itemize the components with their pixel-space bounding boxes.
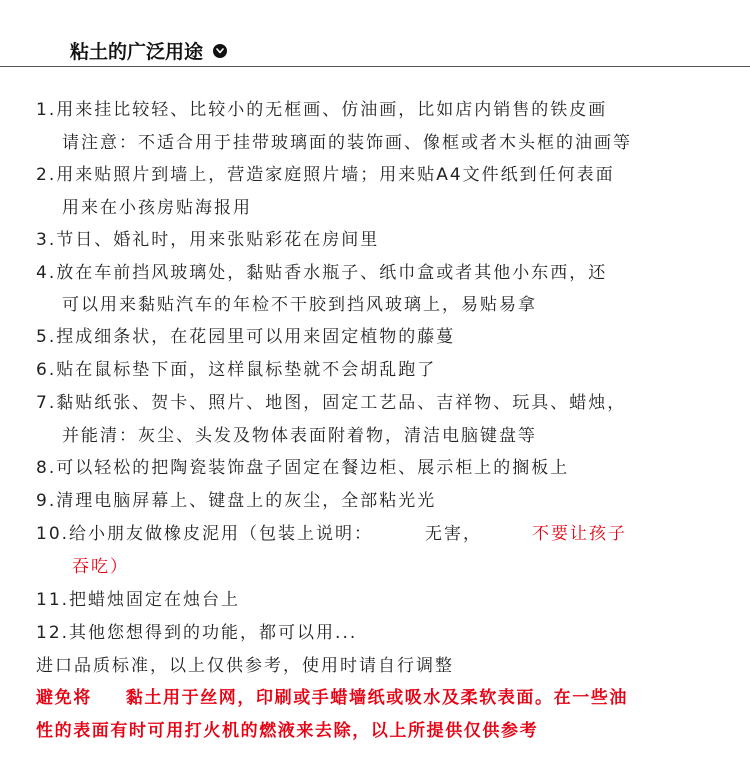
item-text: 清理电脑屏幕上、键盘上的灰尘，全部粘光光 [56, 491, 437, 511]
list-item-continuation [72, 556, 129, 578]
item-warning: 吞吃） [72, 557, 129, 577]
item-text: 捏成细条状，在花园里可以用来固定植物的藤蔓 [56, 327, 456, 347]
page-title: 粘土的广泛用途 [70, 40, 204, 63]
item-number: 9. [36, 491, 57, 511]
list-item [36, 359, 436, 381]
item-text: 把蜡烛固定在烛台上 [69, 590, 241, 610]
item-text: 用来在小孩房贴海报用 [62, 198, 252, 218]
list-item [36, 164, 615, 186]
list-item [36, 99, 607, 121]
header-divider [0, 66, 750, 67]
item-text: 节日、婚礼时，用来张贴彩花在房间里 [56, 230, 380, 250]
item-warning: 不要让孩子 [532, 524, 628, 544]
list-item [36, 392, 626, 414]
item-number: 11. [36, 590, 70, 610]
list-item [36, 589, 240, 611]
list-item-continuation [62, 294, 537, 316]
list-item-continuation [62, 425, 537, 447]
chevron-down-icon [213, 44, 227, 58]
item-text-safe: 无害， [425, 524, 483, 544]
item-text: 贴在鼠标垫下面，这样鼠标垫就不会胡乱跑了 [56, 360, 437, 380]
item-number: 1. [36, 100, 57, 120]
item-text: 其他您想得到的功能，都可以用... [69, 623, 358, 643]
list-item [36, 523, 627, 545]
item-text: 并能清：灰尘、头发及物体表面附着物，清洁电脑键盘等 [62, 426, 537, 446]
list-item [36, 229, 379, 251]
item-number: 4. [36, 263, 57, 283]
list-item [36, 457, 569, 479]
item-text: 可以用来黏贴汽车的年检不干胶到挡风玻璃上，易贴易拿 [62, 295, 537, 315]
item-number: 8. [36, 458, 57, 478]
warning-line-1 [36, 687, 628, 709]
item-text: 放在车前挡风玻璃处，黏贴香水瓶子、纸巾盒或者其他小东西，还 [56, 263, 608, 283]
list-item [36, 490, 436, 512]
item-text: 用来贴照片到墙上，营造家庭照片墙；用来贴A4文件纸到任何表面 [56, 165, 615, 185]
item-text: 请注意：不适合用于挂带玻璃面的装饰画、像框或者木头框的油画等 [62, 133, 632, 153]
item-number: 2. [36, 165, 57, 185]
item-text: 用来挂比较轻、比较小的无框画、仿油画，比如店内销售的铁皮画 [56, 100, 608, 120]
item-text: 黏贴纸张、贺卡、照片、地图，固定工艺品、吉祥物、玩具、蜡烛， [56, 393, 627, 413]
list-item-continuation [62, 132, 632, 154]
list-item [36, 262, 607, 284]
list-item [36, 622, 357, 644]
item-number: 10. [36, 524, 70, 544]
quality-note: 进口品质标准，以上仅供参考，使用时请自行调整 [36, 656, 454, 676]
warning-text: 避免将 [36, 688, 92, 708]
warning-text: 黏土用于丝网，印刷或手蜡墙纸或吸水及柔软表面。在一些油 [125, 688, 629, 708]
list-item-continuation [62, 197, 252, 219]
item-text: 可以轻松的把陶瓷装饰盘子固定在餐边柜、展示柜上的搁板上 [56, 458, 570, 478]
item-text: 给小朋友做橡皮泥用（包装上说明： [69, 524, 374, 544]
item-number: 5. [36, 327, 57, 347]
section-header [70, 36, 227, 64]
item-number: 3. [36, 230, 57, 250]
item-number: 7. [36, 393, 57, 413]
warning-line-2: 性的表面有时可用打火机的燃液来去除，以上所提供仅供参考 [36, 721, 539, 741]
item-number: 12. [36, 623, 70, 643]
list-item [36, 326, 455, 348]
item-number: 6. [36, 360, 57, 380]
